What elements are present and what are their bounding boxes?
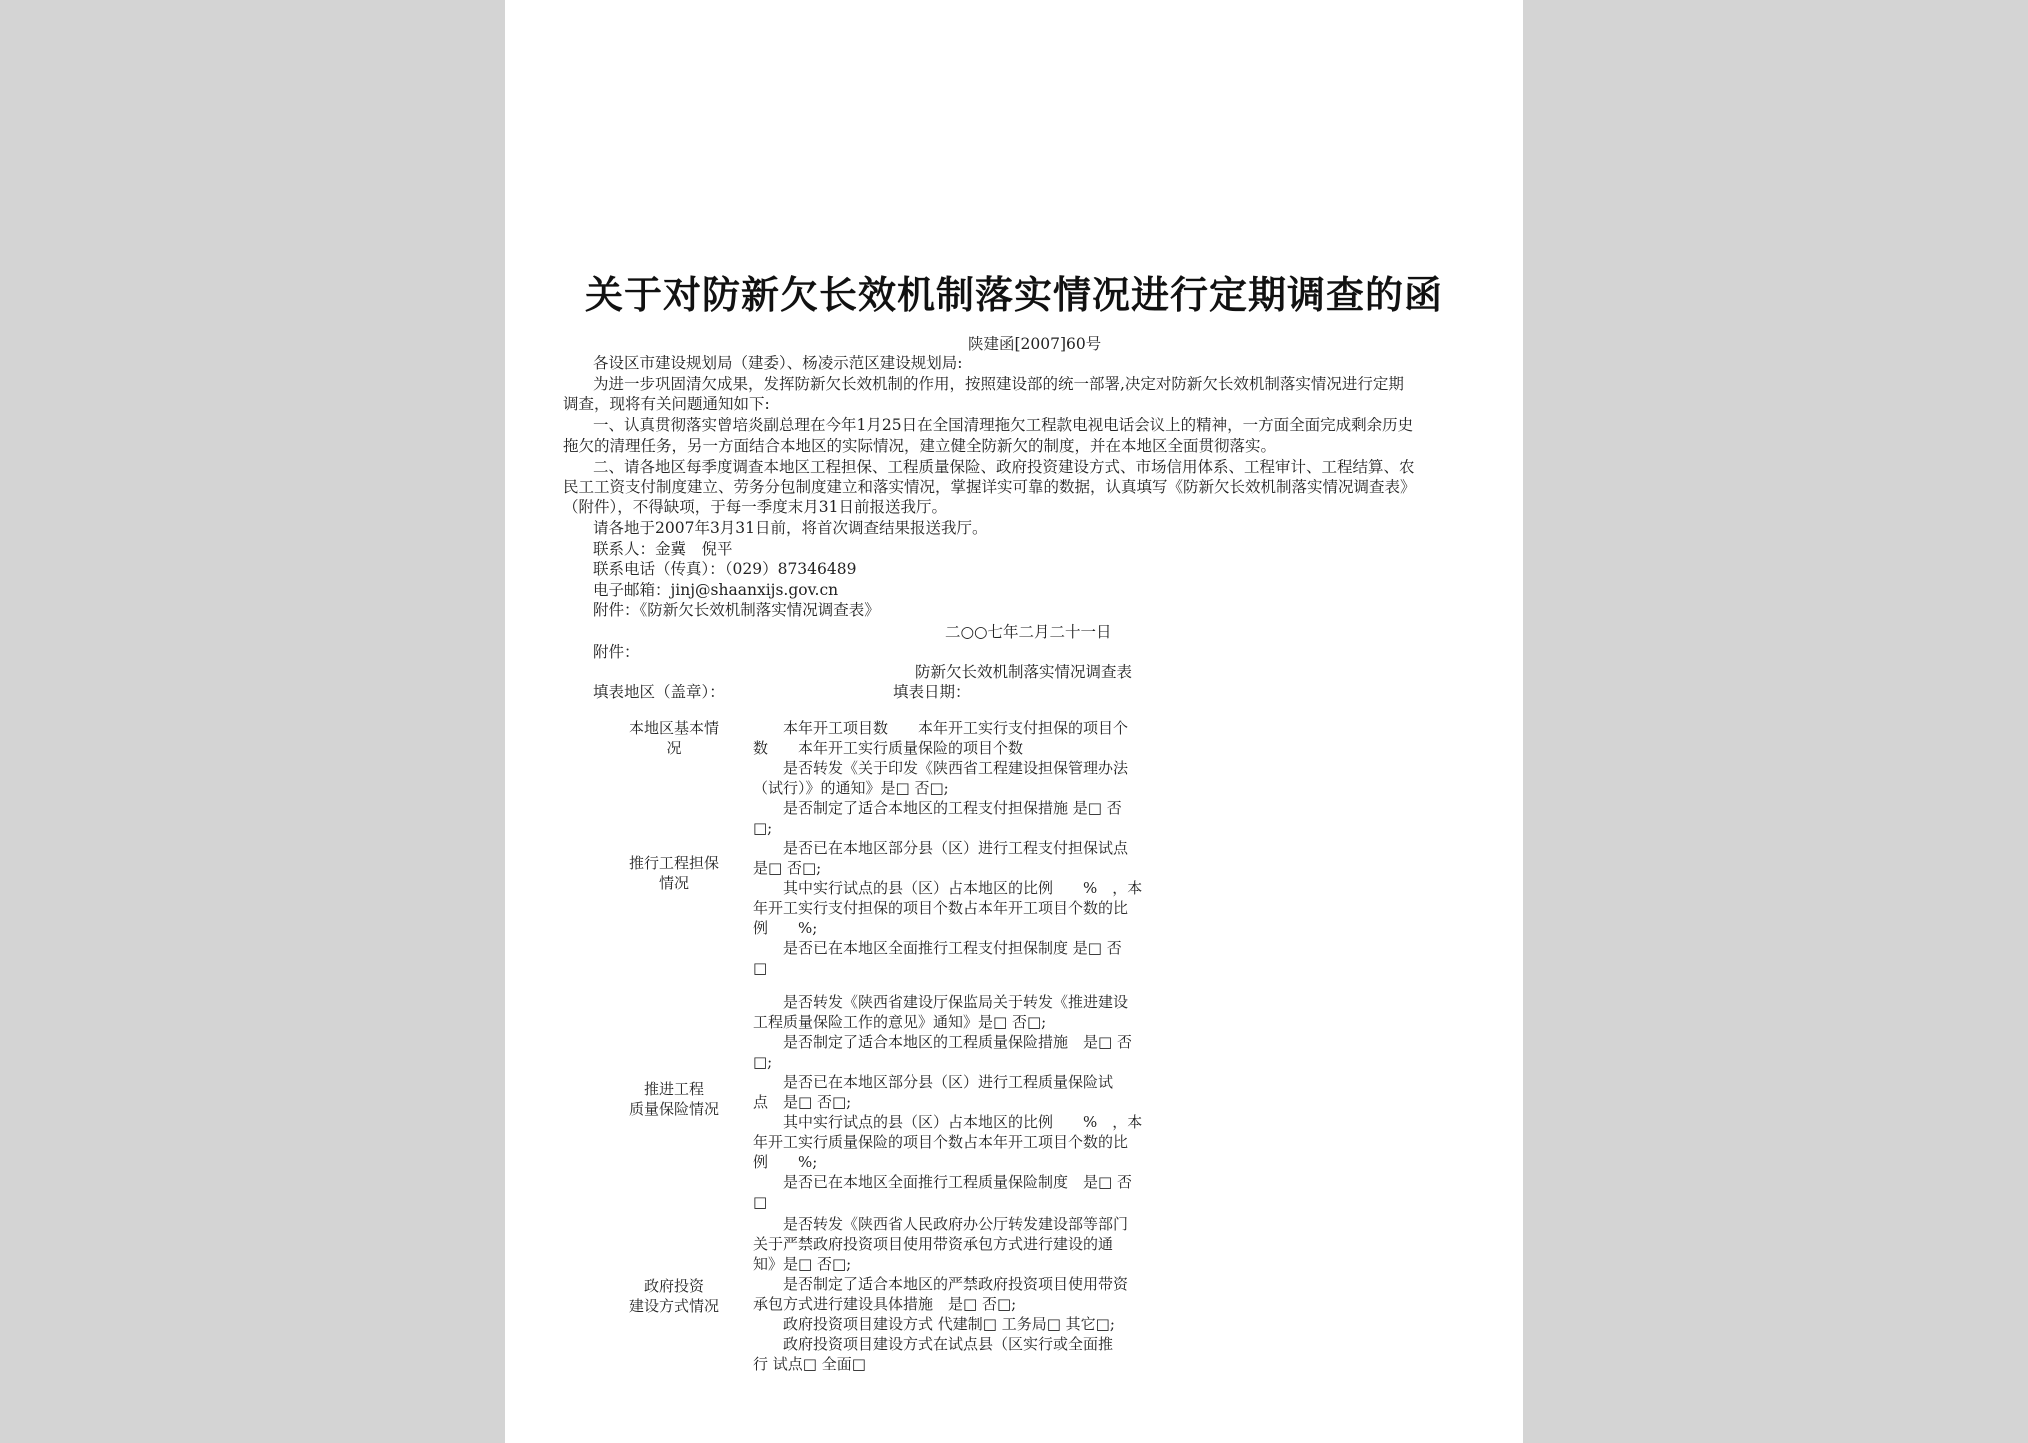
table-line: 知》是□ 否□; — [753, 1255, 852, 1273]
table-line: 是□ 否□; — [753, 859, 822, 877]
body-line: 调查，现将有关问题通知如下: — [563, 395, 770, 413]
fill-region-label: 填表地区（盖章）： — [593, 683, 725, 701]
body-line: 联系人：金冀 倪平 — [593, 540, 733, 558]
body-line: 一、认真贯彻落实曾培炎副总理在今年1月25日在全国清理拖欠工程款电视电话会议上的精神，一方面全面完成剩余历史 — [593, 416, 1414, 434]
table-line: 行 试点□ 全面□ — [753, 1355, 866, 1373]
table-line: 例 %; — [753, 919, 818, 937]
table-line: □; — [753, 819, 773, 837]
body-line: 民工工资支付制度建立、劳务分包制度建立和落实情况，掌握详实可靠的数据，认真填写《防新欠长效机制落实情况调查表》 — [563, 478, 1416, 496]
section-content — [753, 992, 1142, 1212]
document-date: 二○○七年二月二十一日 — [945, 623, 1112, 641]
fill-date-label: 填表日期： — [893, 683, 971, 701]
section-label: 本地区基本情 况 — [628, 719, 719, 757]
table-line: 是否转发《陕西省建设厅保监局关于转发《推进建设 — [753, 993, 1129, 1011]
table-line: 本年开工项目数 本年开工实行支付担保的项目个 — [753, 719, 1129, 737]
body-line: 为进一步巩固清欠成果，发挥防新欠长效机制的作用，按照建设部的统一部署,决定对防新欠长效机制落实情况进行定期 — [593, 375, 1404, 393]
body-line: 拖欠的清理任务，另一方面结合本地区的实际情况，建立健全防新欠的制度，并在本地区全面贯彻落实。 — [563, 437, 1277, 455]
body-line: 电子邮箱：jinj@shaanxijs.gov.cn — [593, 581, 839, 599]
document-number: 陕建函[2007]60号 — [968, 335, 1102, 353]
table-line: 是否已在本地区部分县（区）进行工程支付担保试点 — [753, 839, 1129, 857]
table-line: 工程质量保险工作的意见》通知》是□ 否□; — [753, 1013, 1047, 1031]
table-line: 政府投资项目建设方式在试点县（区实行或全面推 — [753, 1335, 1114, 1353]
section-content — [753, 1214, 1128, 1374]
body-line: 各设区市建设规划局（建委）、杨凌示范区建设规划局: — [593, 354, 963, 372]
table-line: 是否制定了适合本地区的工程支付担保措施 是□ 否 — [753, 799, 1122, 817]
table-line: 是否转发《关于印发《陕西省工程建设担保管理办法 — [753, 759, 1129, 777]
document-page — [505, 0, 1523, 1443]
table-line: 年开工实行质量保险的项目个数占本年开工项目个数的比 — [753, 1133, 1129, 1151]
table-line: 年开工实行支付担保的项目个数占本年开工项目个数的比 — [753, 899, 1129, 917]
table-line: 其中实行试点的县（区）占本地区的比例 % ，本 — [753, 879, 1143, 897]
table-line: 是否制定了适合本地区的工程质量保险措施 是□ 否 — [753, 1033, 1132, 1051]
table-line: 承包方式进行建设具体措施 是□ 否□; — [753, 1295, 1017, 1313]
table-line: 是否已在本地区全面推行工程质量保险制度 是□ 否 — [753, 1173, 1132, 1191]
table-line: 政府投资项目建设方式 代建制□ 工务局□ 其它□; — [753, 1315, 1115, 1333]
body-line: 附件：《防新欠长效机制落实情况调查表》 — [593, 601, 880, 619]
body-line: 请各地于2007年3月31日前，将首次调查结果报送我厅。 — [593, 519, 988, 537]
body-line: 二、请各地区每季度调查本地区工程担保、工程质量保险、政府投资建设方式、市场信用体系、工程审计、工程结算、农 — [593, 458, 1415, 476]
table-line: 是否已在本地区部分县（区）进行工程质量保险试 — [753, 1073, 1114, 1091]
section-content — [753, 718, 1128, 758]
table-line: 是否制定了适合本地区的严禁政府投资项目使用带资 — [753, 1275, 1129, 1293]
table-title: 防新欠长效机制落实情况调查表 — [915, 663, 1133, 681]
table-line: □; — [753, 1053, 773, 1071]
table-line: 是否已在本地区全面推行工程支付担保制度 是□ 否 — [753, 939, 1122, 957]
table-line: 例 %; — [753, 1153, 818, 1171]
document-title: 关于对防新欠长效机制落实情况进行定期调查的函 — [584, 272, 1443, 317]
section-label: 推行工程担保 情况 — [628, 854, 719, 892]
table-line: 数 本年开工实行质量保险的项目个数 — [753, 739, 1024, 757]
body-line: （附件），不得缺项，于每一季度末月31日前报送我厅。 — [563, 498, 947, 516]
table-line: 关于严禁政府投资项目使用带资承包方式进行建设的通 — [753, 1235, 1114, 1253]
table-line: □ — [753, 1193, 768, 1211]
body-line: 联系电话（传真）：（029）87346489 — [593, 560, 857, 578]
table-line: 点 是□ 否□; — [753, 1093, 852, 1111]
table-line: 其中实行试点的县（区）占本地区的比例 % ，本 — [753, 1113, 1143, 1131]
attachment-label: 附件： — [593, 643, 640, 661]
table-line: （试行）》的通知》是□ 否□; — [753, 779, 949, 797]
section-label: 政府投资 建设方式情况 — [628, 1277, 719, 1315]
table-line: □ — [753, 959, 768, 977]
table-line: 是否转发《陕西省人民政府办公厅转发建设部等部门 — [753, 1215, 1129, 1233]
section-label: 推进工程 质量保险情况 — [628, 1080, 719, 1118]
section-content — [753, 758, 1142, 978]
